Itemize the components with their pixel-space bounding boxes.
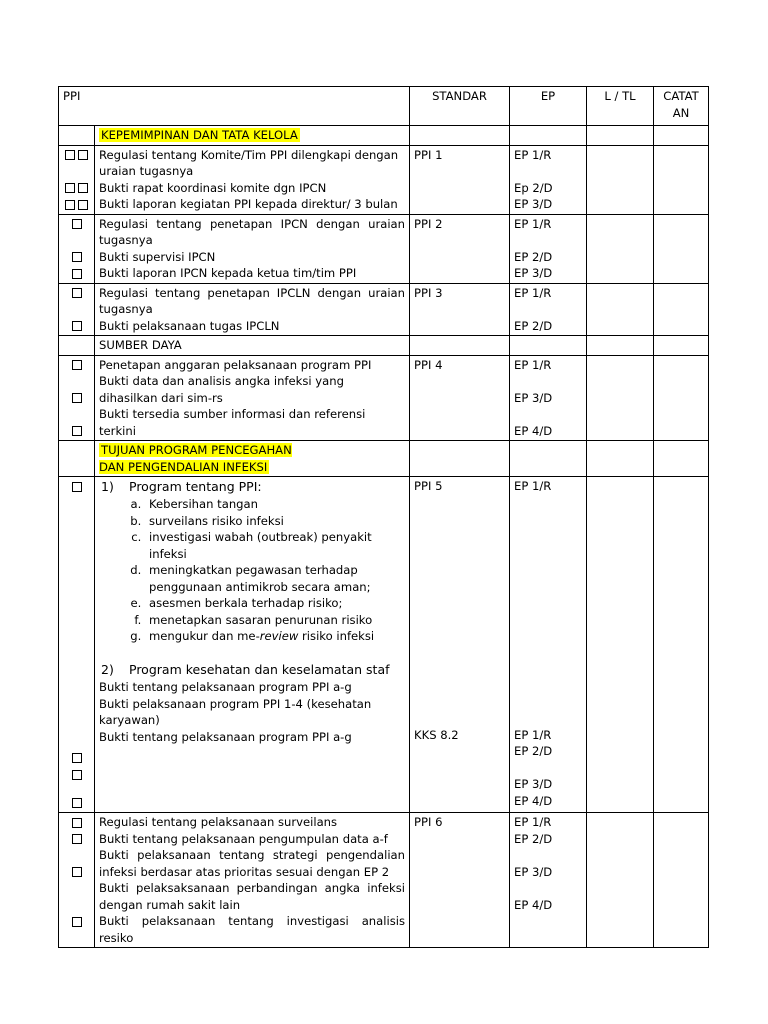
list-item: Bukti tentang pelaksanaan program PPI a-g xyxy=(99,680,352,694)
ep-value: EP 2/D xyxy=(514,318,553,333)
checkbox-cell xyxy=(59,355,95,441)
checkbox-icon[interactable] xyxy=(63,913,90,930)
header-ltl xyxy=(587,87,654,126)
checkbox-icon[interactable] xyxy=(59,147,94,164)
ep-cell xyxy=(510,477,587,813)
standar-cell xyxy=(410,813,510,948)
section-title: KEPEMIMPINAN DAN TATA KELOLA xyxy=(101,128,298,142)
list-item: Bukti pelaksanaan tentang strategi pengendalian infeksi berdasar atas prioritas sesuai dengan EP 2 xyxy=(99,848,405,879)
checkbox-icon[interactable] xyxy=(63,390,90,407)
ep-value: EP 4/D xyxy=(514,793,553,808)
table-row xyxy=(59,214,709,283)
section-row xyxy=(59,441,709,477)
ltl-cell[interactable] xyxy=(587,477,654,813)
item-cell xyxy=(95,477,410,813)
program-heading xyxy=(99,661,405,679)
section-title: TUJUAN PROGRAM PENCEGAHAN DAN PENGENDALIAN INFEKSI xyxy=(99,443,292,474)
ep-cell xyxy=(510,355,587,441)
ep-value: EP 2/D xyxy=(514,249,553,264)
ep-value: EP 3/D xyxy=(514,864,553,879)
checkbox-icon[interactable] xyxy=(63,249,90,266)
list-item: Bukti laporan kegiatan PPI kepada direktur/ 3 bulan xyxy=(99,197,398,211)
list-item: Bukti pelaksanaan tentang investigasi analisis resiko xyxy=(99,914,405,945)
checkbox-icon[interactable] xyxy=(63,423,90,440)
ppi-checklist-table xyxy=(58,86,709,948)
table-row xyxy=(59,813,709,948)
program-title: Program tentang PPI: xyxy=(129,479,262,494)
ep-value: EP 4/D xyxy=(514,897,553,912)
standar-value: PPI 1 xyxy=(414,147,443,162)
ep-value: EP 1/R xyxy=(514,147,552,162)
table-row xyxy=(59,355,709,441)
list-item: Bukti rapat koordinasi komite dgn IPCN xyxy=(99,180,327,195)
standar-value: PPI 5 xyxy=(414,479,443,493)
ep-value: EP 3/D xyxy=(514,390,553,405)
list-item: a. Kebersihan tangan xyxy=(145,496,405,513)
header-ppi xyxy=(59,87,410,126)
standar-cell xyxy=(410,214,510,283)
header-ltl-label: L / TL xyxy=(604,89,636,103)
list-item: f. menetapkan sasaran penurunan risiko xyxy=(145,612,405,629)
checkbox-icon[interactable] xyxy=(63,216,90,233)
list-item: Bukti tentang pelaksanaan program PPI a-g xyxy=(99,729,352,744)
standar-cell xyxy=(410,145,510,214)
standar-value: KKS 8.2 xyxy=(414,727,459,742)
ep-value: Ep 2/D xyxy=(514,180,553,195)
list-item: b. surveilans risiko infeksi xyxy=(145,513,405,530)
ep-value: EP 2/D xyxy=(514,744,553,758)
catatan-cell[interactable] xyxy=(654,283,709,336)
checkbox-icon[interactable] xyxy=(63,795,90,812)
checkbox-icon[interactable] xyxy=(63,478,90,495)
ltl-cell[interactable] xyxy=(587,214,654,283)
section-cell xyxy=(95,336,410,356)
program-number: 2) xyxy=(101,662,114,677)
list-item: Regulasi tentang pelaksanaan surveilans xyxy=(99,815,338,829)
checkbox-cell xyxy=(59,813,95,948)
ep-value: EP 1/R xyxy=(514,357,552,372)
program-list xyxy=(99,496,405,645)
header-ep xyxy=(510,87,587,126)
item-cell xyxy=(95,813,410,948)
list-item-text: mengukur dan me- xyxy=(149,629,260,643)
list-item: Bukti supervisi IPCN xyxy=(99,249,216,264)
list-item: Bukti data dan analisis angka infeksi yang dihasilkan dari sim-rs xyxy=(99,374,344,405)
list-item: Bukti tersedia sumber informasi dan referensi terkini xyxy=(99,407,366,438)
list-item: Bukti tentang pelaksanaan pengumpulan data a-f xyxy=(99,831,388,846)
list-item: Bukti pelaksanaan program PPI 1-4 (kesehatan karyawan) xyxy=(99,696,372,727)
ep-cell xyxy=(510,283,587,336)
list-item: e. asesmen berkala terhadap risiko; xyxy=(145,595,405,612)
section-cell xyxy=(95,441,410,477)
section-title: SUMBER DAYA xyxy=(99,338,182,352)
list-item: Bukti pelaksanaan tugas IPCLN xyxy=(99,318,280,333)
checkbox-cell xyxy=(59,477,95,813)
checkbox-icon[interactable] xyxy=(63,750,90,767)
list-item: Bukti pelaksaksanaan perbandingan angka infeksi dengan rumah sakit lain xyxy=(99,881,405,912)
program-title: Program kesehatan dan keselamatan staf xyxy=(129,662,390,677)
ep-value: EP 1/R xyxy=(514,727,552,742)
standar-value: PPI 2 xyxy=(414,216,443,231)
table-row xyxy=(59,283,709,336)
list-item: c. investigasi wabah (outbreak) penyakit infeksi xyxy=(145,529,405,562)
list-item: Penetapan anggaran pelaksanaan program PPI xyxy=(99,357,372,372)
table-row xyxy=(59,145,709,214)
checkbox-cell xyxy=(59,145,95,214)
list-item: Bukti laporan IPCN kepada ketua tim/tim PPI xyxy=(99,266,357,280)
checkbox-cell xyxy=(59,283,95,336)
standar-cell xyxy=(410,283,510,336)
header-ep-label: EP xyxy=(540,89,556,103)
standar-value: PPI 6 xyxy=(414,815,443,829)
ltl-cell[interactable] xyxy=(587,145,654,214)
checkbox-icon[interactable] xyxy=(63,864,90,881)
ep-value: EP 1/R xyxy=(514,285,552,300)
checkbox-icon[interactable] xyxy=(59,180,94,197)
item-cell xyxy=(95,283,410,336)
program-heading xyxy=(99,478,405,496)
catatan-cell[interactable] xyxy=(654,477,709,813)
checkbox-icon[interactable] xyxy=(63,285,90,302)
header-catatan xyxy=(654,87,709,126)
checkbox-icon[interactable] xyxy=(63,814,90,831)
list-item-emphasis: review xyxy=(259,629,299,643)
header-catatan-label: CATAT AN xyxy=(663,89,699,120)
header-standar-label: STANDAR xyxy=(432,89,487,103)
catatan-cell[interactable] xyxy=(654,214,709,283)
item-cell xyxy=(95,214,410,283)
checkbox-icon[interactable] xyxy=(63,357,90,374)
checkbox-icon[interactable] xyxy=(63,318,90,335)
standar-cell xyxy=(410,355,510,441)
list-item: Regulasi tentang Komite/Tim PPI dilengkapi dengan uraian tugasnya xyxy=(99,147,399,178)
catatan-cell[interactable] xyxy=(654,145,709,214)
checkbox-icon[interactable] xyxy=(63,831,90,848)
list-item xyxy=(145,628,405,645)
checkbox-cell xyxy=(59,214,95,283)
ep-cell xyxy=(510,145,587,214)
ep-cell xyxy=(510,813,587,948)
program-number: 1) xyxy=(101,479,114,494)
catatan-cell[interactable] xyxy=(654,355,709,441)
catatan-cell[interactable] xyxy=(654,813,709,948)
table-row xyxy=(59,477,709,813)
list-item: Regulasi tentang penetapan IPCLN dengan uraian tugasnya xyxy=(99,285,405,316)
ep-value: EP 1/R xyxy=(514,216,552,231)
ep-value: EP 1/R xyxy=(514,815,552,829)
standar-cell xyxy=(410,477,510,813)
standar-value: PPI 3 xyxy=(414,285,443,300)
item-cell xyxy=(95,355,410,441)
ep-cell xyxy=(510,214,587,283)
ep-value: EP 4/D xyxy=(514,423,553,438)
ep-value: EP 3/D xyxy=(514,197,553,211)
ep-value: EP 3/D xyxy=(514,266,553,280)
ltl-cell[interactable] xyxy=(587,355,654,441)
list-item-text: risiko infeksi xyxy=(298,629,375,643)
list-item: Regulasi tentang penetapan IPCN dengan uraian tugasnya xyxy=(99,216,405,247)
section-row xyxy=(59,126,709,146)
header-row xyxy=(59,87,709,126)
section-cell xyxy=(95,126,410,146)
ltl-cell[interactable] xyxy=(587,813,654,948)
section-row xyxy=(59,336,709,356)
ltl-cell[interactable] xyxy=(587,283,654,336)
ep-value: EP 3/D xyxy=(514,777,553,791)
standar-value: PPI 4 xyxy=(414,357,443,372)
checkbox-icon[interactable] xyxy=(59,196,94,213)
ep-value: EP 2/D xyxy=(514,831,553,846)
header-standar xyxy=(410,87,510,126)
header-ppi-label: PPI xyxy=(63,89,81,103)
ep-value: EP 1/R xyxy=(514,479,552,493)
checkbox-icon[interactable] xyxy=(63,265,90,282)
item-cell xyxy=(95,145,410,214)
list-item: d. meningkatkan pegawasan terhadap penggunaan antimikrob secara aman; xyxy=(145,562,405,595)
checkbox-icon[interactable] xyxy=(63,766,90,783)
